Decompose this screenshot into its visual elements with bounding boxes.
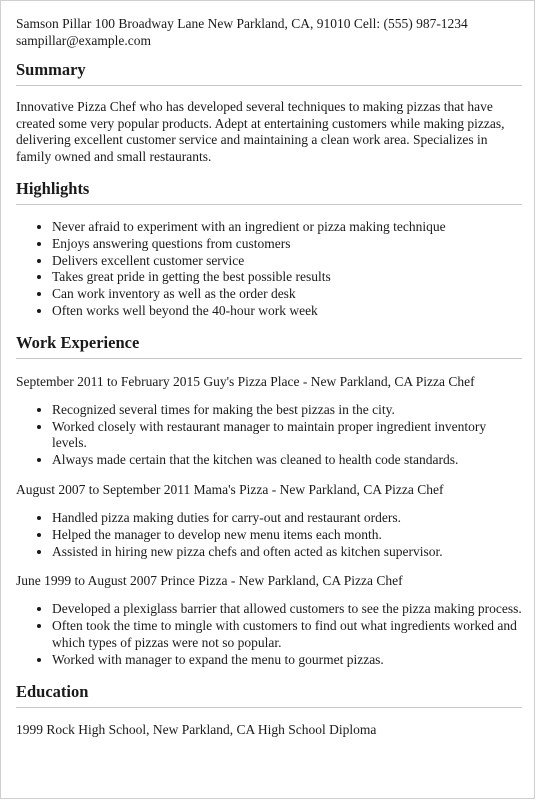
summary-heading: Summary xyxy=(16,60,522,86)
list-item: • Never afraid to experiment with an ingredient or pizza making technique xyxy=(52,219,522,236)
job-duties-list xyxy=(16,510,522,560)
highlights-section xyxy=(16,179,522,320)
highlights-heading: Highlights xyxy=(16,179,522,205)
education-section xyxy=(16,682,522,739)
list-item: • Delivers excellent customer service xyxy=(52,253,522,270)
job-entry xyxy=(16,373,522,469)
job-entry xyxy=(16,481,522,560)
job-duties-list xyxy=(16,601,522,668)
job-entry xyxy=(16,572,522,668)
highlights-list xyxy=(16,219,522,320)
list-item: • Can work inventory as well as the order desk xyxy=(52,286,522,303)
list-item: • Handled pizza making duties for carry-out and restaurant orders. xyxy=(52,510,522,527)
list-item: • Often works well beyond the 40-hour work week xyxy=(52,303,522,320)
work-experience-section xyxy=(16,333,522,669)
summary-text: Innovative Pizza Chef who has developed several techniques to making pizzas that have created some very popular products. Adept at entertaining customers while making pizzas, delivering excellent customer service and maintaining a clean work area. Specializes in family owned and small restaurants. xyxy=(16,99,505,164)
contact-block xyxy=(16,15,522,49)
list-item: • Helped the manager to develop new menu items each month. xyxy=(52,527,522,544)
list-item: • Worked closely with restaurant manager to maintain proper ingredient inventory levels. xyxy=(52,419,522,453)
list-item: • Always made certain that the kitchen was cleaned to health code standards. xyxy=(52,452,522,469)
education-heading: Education xyxy=(16,682,522,708)
contact-email: sampillar@example.com xyxy=(16,33,152,48)
contact-line: Samson Pillar 100 Broadway Lane New Parkland, CA, 91010 Cell: (555) 987-1234 xyxy=(16,16,468,31)
job-title-line: August 2007 to September 2011 Mama's Pizza - New Parkland, CA Pizza Chef xyxy=(16,481,444,497)
list-item: • Developed a plexiglass barrier that allowed customers to see the pizza making process. xyxy=(52,601,522,618)
summary-section xyxy=(16,60,522,165)
list-item: • Recognized several times for making the best pizzas in the city. xyxy=(52,402,522,419)
job-duties-list xyxy=(16,402,522,469)
job-title-line: June 1999 to August 2007 Prince Pizza - New Parkland, CA Pizza Chef xyxy=(16,573,403,589)
list-item: • Often took the time to mingle with customers to find out what ingredients worked and which types of pizzas were not so popular. xyxy=(52,618,522,652)
list-item: • Takes great pride in getting the best possible results xyxy=(52,269,522,286)
work-experience-heading: Work Experience xyxy=(16,333,522,359)
job-title-line: September 2011 to February 2015 Guy's Pizza Place - New Parkland, CA Pizza Chef xyxy=(16,373,475,389)
education-line: 1999 Rock High School, New Parkland, CA High School Diploma xyxy=(16,721,377,737)
list-item: • Assisted in hiring new pizza chefs and often acted as kitchen supervisor. xyxy=(52,544,522,561)
list-item: • Enjoys answering questions from customers xyxy=(52,236,522,253)
list-item: • Worked with manager to expand the menu to gourmet pizzas. xyxy=(52,652,522,669)
